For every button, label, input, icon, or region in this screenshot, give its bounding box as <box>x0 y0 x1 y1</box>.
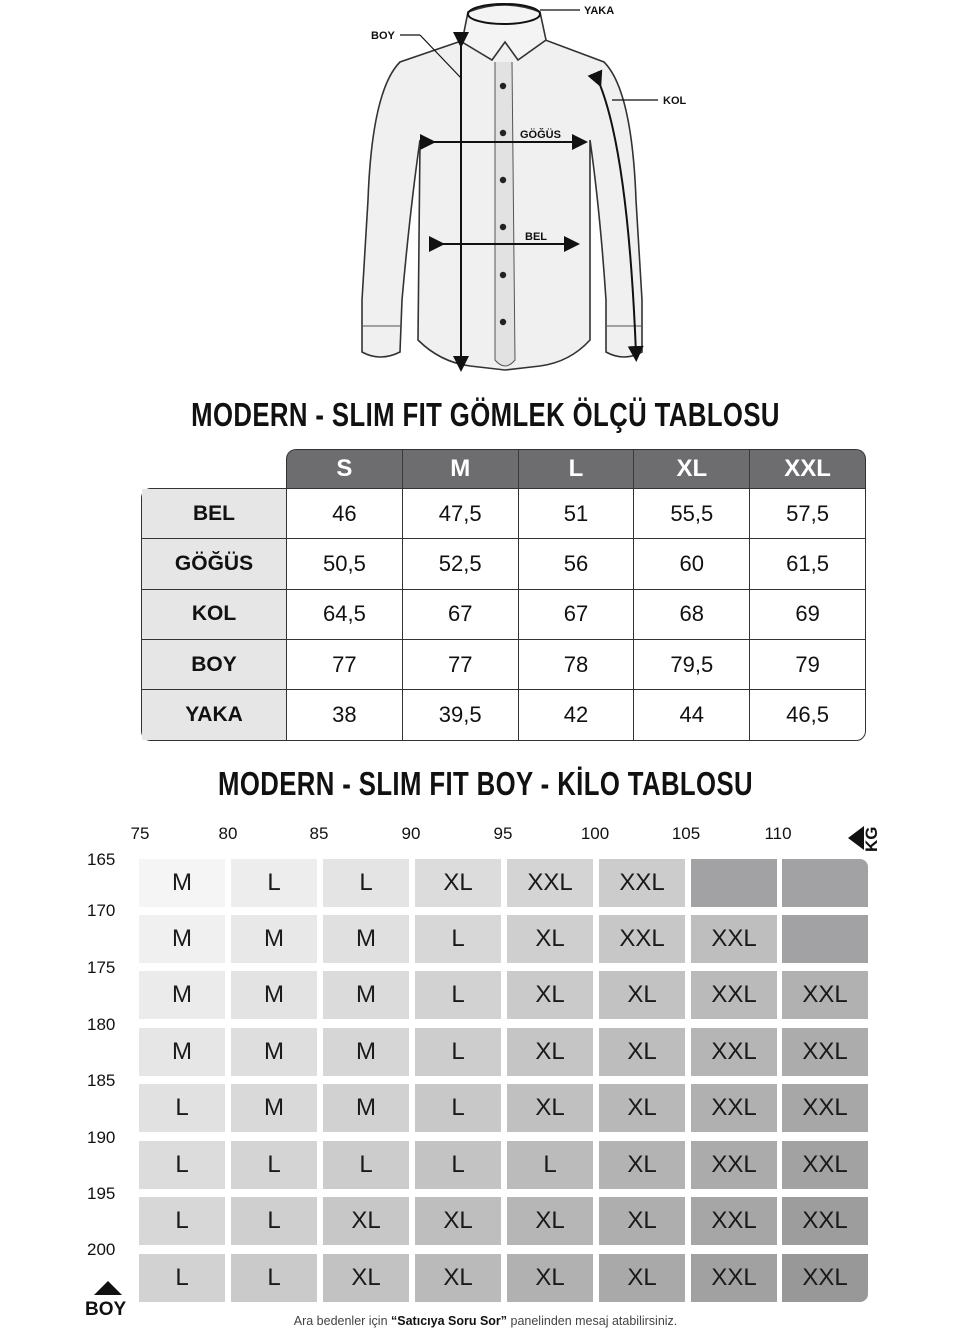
grid-cell: L <box>231 859 317 907</box>
grid-cell: XXL <box>782 971 868 1019</box>
grid-cell: XXL <box>691 1254 777 1302</box>
grid-cell: L <box>323 859 409 907</box>
grid-cell: XL <box>507 915 593 963</box>
grid-cell: XXL <box>599 915 685 963</box>
kg-axis-label: KG <box>862 826 881 852</box>
table-cell: 61,5 <box>786 550 829 576</box>
boy-tick-label: 165 <box>87 850 116 869</box>
table-cell: 42 <box>519 690 635 740</box>
grid-cell: M <box>139 1028 225 1076</box>
boy-tick-label: 175 <box>87 958 116 977</box>
grid-cell: XXL <box>507 859 593 907</box>
grid-cell: L <box>139 1254 225 1302</box>
boy-tick-label: 200 <box>87 1240 116 1259</box>
kg-tick-label: 110 <box>764 824 792 843</box>
table-cell: 46,5 <box>786 702 829 728</box>
grid-cell: XXL <box>691 1197 777 1245</box>
size-header-xl: XL <box>634 450 750 489</box>
grid-cell: XXL <box>782 1254 868 1302</box>
boy-label: BOY <box>371 30 395 42</box>
grid-cell: XL <box>599 1028 685 1076</box>
kg-tick-label: 75 <box>130 824 150 843</box>
kg-tick-label: 80 <box>218 824 238 843</box>
grid-cell: XXL <box>691 915 777 963</box>
footer-text-pre: Ara bedenler için <box>293 1314 392 1328</box>
grid-cell <box>782 859 868 907</box>
boy-tick-label: 195 <box>87 1184 116 1203</box>
table-cell: 68 <box>634 590 750 639</box>
table-cell: 39,5 <box>403 690 519 740</box>
row-label: BOY <box>142 640 287 689</box>
grid-cell: XL <box>507 1028 593 1076</box>
kg-tick-label: 105 <box>671 824 701 843</box>
table-cell: 60 <box>634 539 750 588</box>
size-header-l: L <box>519 450 635 489</box>
grid-cell: XXL <box>782 1141 868 1189</box>
grid-cell: XXL <box>691 1141 777 1189</box>
table-cell: 52,5 <box>403 539 519 588</box>
grid-cell: XL <box>507 1254 593 1302</box>
grid-cell: L <box>415 1028 501 1076</box>
grid-cell: XL <box>599 971 685 1019</box>
grid-cell: M <box>231 915 317 963</box>
table-cell: 46 <box>287 489 403 538</box>
grid-cell: L <box>139 1084 225 1132</box>
footer-text-post: panelinden mesaj atabilirsiniz. <box>507 1314 678 1328</box>
table-cell: 79,5 <box>634 640 750 689</box>
boy-tick-label: 180 <box>87 1015 116 1034</box>
bel-label: BEL <box>525 231 547 243</box>
table-cell: 47,5 <box>403 489 519 538</box>
grid-cell <box>691 859 777 907</box>
grid-cell: XL <box>507 971 593 1019</box>
grid-cell: XXL <box>691 971 777 1019</box>
kg-tick-label: 95 <box>493 824 513 843</box>
grid-cell: XL <box>599 1254 685 1302</box>
table-cell: 69 <box>795 601 820 627</box>
grid-cell: XL <box>323 1254 409 1302</box>
table-cell: 55,5 <box>634 489 750 538</box>
grid-cell: L <box>139 1197 225 1245</box>
footer-note <box>0 1314 971 1328</box>
grid-cell: L <box>231 1254 317 1302</box>
grid-cell: XL <box>415 1197 501 1245</box>
size-header-s: S <box>287 450 403 489</box>
grid-cell: XXL <box>599 859 685 907</box>
boy-axis-label: BOY <box>85 1299 127 1320</box>
grid-cell: L <box>507 1141 593 1189</box>
grid-cell: XL <box>415 859 501 907</box>
grid-cell: XL <box>599 1197 685 1245</box>
table-cell: 50,5 <box>287 539 403 588</box>
grid-cell: M <box>231 1028 317 1076</box>
table-cell: 44 <box>634 690 750 740</box>
table-cell: 57,5 <box>786 500 829 526</box>
boy-tick-label: 190 <box>87 1128 116 1147</box>
grid-cell: XXL <box>691 1084 777 1132</box>
grid-cell: M <box>323 971 409 1019</box>
table-cell: 56 <box>519 539 635 588</box>
size-header-xxl: XXL <box>784 455 831 482</box>
footer-link-text: “Satıcıya Soru Sor” <box>391 1314 508 1328</box>
grid-cell: M <box>139 915 225 963</box>
table-cell: 38 <box>287 690 403 740</box>
grid-cell: XL <box>599 1084 685 1132</box>
grid-cell: XL <box>507 1197 593 1245</box>
grid-cell: XL <box>415 1254 501 1302</box>
grid-cell: XL <box>323 1197 409 1245</box>
table-cell: 51 <box>519 489 635 538</box>
grid-cell: M <box>323 1028 409 1076</box>
grid-cell: M <box>231 1084 317 1132</box>
row-label: BEL <box>142 489 287 538</box>
grid-cell: XXL <box>782 1084 868 1132</box>
grid-cell <box>782 915 868 963</box>
grid-cell: M <box>323 915 409 963</box>
table-cell: 78 <box>519 640 635 689</box>
boy-tick-label: 170 <box>87 901 116 920</box>
grid-cell: M <box>139 859 225 907</box>
grid-cell: L <box>415 915 501 963</box>
row-label: YAKA <box>142 690 287 740</box>
boy-arrow-icon <box>94 1280 124 1296</box>
grid-cell: XXL <box>782 1028 868 1076</box>
grid-cell: M <box>139 971 225 1019</box>
grid-cell: M <box>231 971 317 1019</box>
grid-cell: XL <box>507 1084 593 1132</box>
table-cell: 67 <box>403 590 519 639</box>
grid-cell: L <box>415 1084 501 1132</box>
kg-tick-label: 85 <box>309 824 329 843</box>
grid-cell: L <box>415 971 501 1019</box>
table-cell: 67 <box>519 590 635 639</box>
grid-cell: L <box>323 1141 409 1189</box>
grid-cell: XL <box>599 1141 685 1189</box>
kg-tick-label: 100 <box>580 824 610 843</box>
boy-kilo-title: MODERN - SLIM FIT BOY - KİLO TABLOSU <box>217 765 754 802</box>
gogus-label: GÖĞÜS <box>520 129 561 141</box>
grid-cell: L <box>415 1141 501 1189</box>
size-header-m: M <box>403 450 519 489</box>
yaka-label: YAKA <box>584 5 615 17</box>
kol-label: KOL <box>663 95 687 107</box>
table-cell: 79 <box>795 651 820 677</box>
grid-cell: M <box>323 1084 409 1132</box>
row-label: KOL <box>142 590 287 639</box>
grid-cell: L <box>231 1197 317 1245</box>
grid-cell: XXL <box>691 1028 777 1076</box>
table-cell: 77 <box>403 640 519 689</box>
grid-cell: L <box>231 1141 317 1189</box>
row-label: GÖĞÜS <box>142 539 287 588</box>
grid-cell: L <box>139 1141 225 1189</box>
kg-tick-label: 90 <box>401 824 421 843</box>
grid-cell: XXL <box>782 1197 868 1245</box>
boy-tick-label: 185 <box>87 1071 116 1090</box>
table-cell: 64,5 <box>287 590 403 639</box>
size-table-title: MODERN - SLIM FIT GÖMLEK ÖLÇÜ TABLOSU <box>191 396 780 433</box>
table-cell: 77 <box>287 640 403 689</box>
